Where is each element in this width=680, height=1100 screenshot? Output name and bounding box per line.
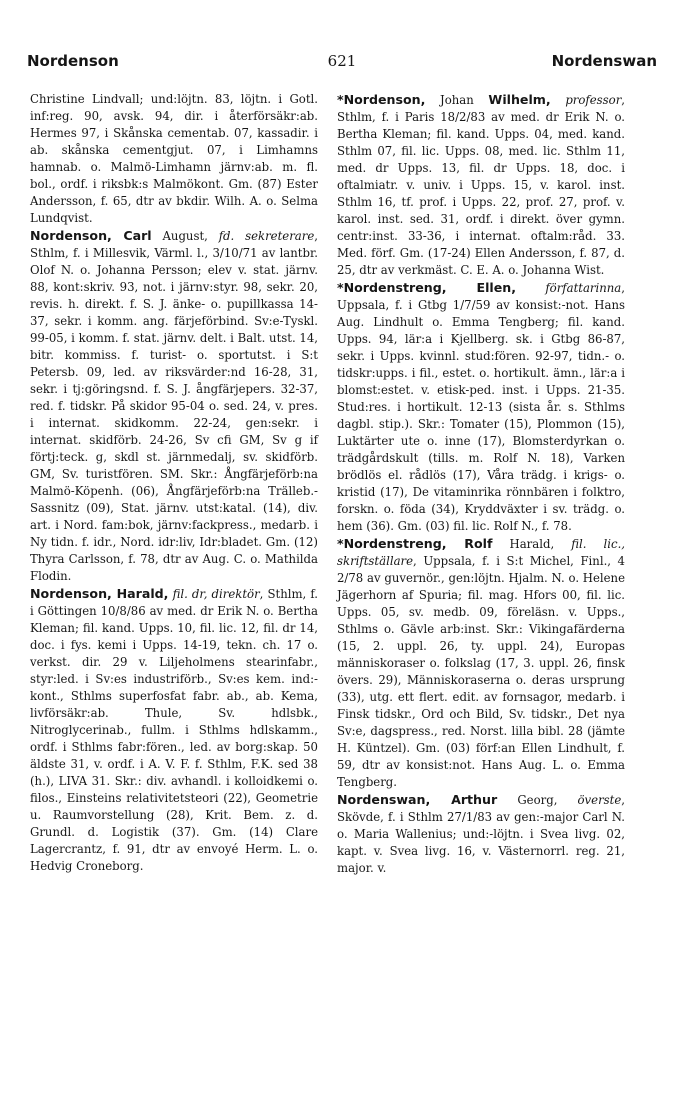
entry-text: , Uppsala, f. i Gtbg 1/7/59 av konsist:-not. Hans Aug. Lindhult o. Emma Tengberg; fil. kand. Upps. 94, lär:a i Kjellberg. sk. i Gtbg 86-87, sekr. i Upps. kvinnl. stud:fören. 92-97, tidn.- o. tidskr:upps. i fil., estet. o. hortikult. ämn., lär:a i blomst:estet. v. etisk-ped. inst. i Upps. 21-35. Stud:res. i hortikult. 12-13 (sista år. s. Sthlms dagbl. stip.). Skr.: Tomater (15), Plommon (15), Luktärter ute o. inne (17), Blomsterdyrkan o. trädgårdskult (tills. m. Rolf N. 18), Varken brödlös el. rådlös (17), Våra trädg. i krigs- o. kristid (17), De vitaminrika rönnbären i folktro, forskn. o. föda (34), Kryddväxter i sv. trädg. o. hem (36). Gm. (03) fil. lic. Rolf N., f. 78. xyxy=(337,281,625,533)
entry-name: Nordenson, Carl xyxy=(30,228,152,243)
entry-title: författarinna xyxy=(545,281,622,295)
entry-nordenson-carl xyxy=(30,227,318,585)
entry-name-called: Wilhelm, xyxy=(488,92,551,107)
entry-name: *Nordenstreng, Rolf xyxy=(337,536,493,551)
entry-text: , Sthlm, f. i Millesvik, Värml. l., 3/10/71 av lantbr. Olof N. o. Johanna Persson; elev v. stat. järnv. 88, kont:skriv. 93, not. i järnv:styr. 98, sekr. 20, revis. h. direkt. f. S. J. änke- o. pupillkassa 14-37, sekr. i komm. ang. färjeförbind. Sv:e-Tyskl. 99-05, i komm. f. stat. järnv. delt. i Balt. utst. 14, bitr. kommiss. f. turist- o. sportutst. i S:t Petersb. 09, led. av riksvärder:nd 16-28, 31, sekr. i tj:göringsnd. f. S. J. ångfärjepers. 32-37, red. f. tidskr. På skidor 95-04 o. sed. 24, v. pres. i internat. skidkomm. 22-24, gen:sekr. i internat. skidförb. 24-26, Sv cfi GM, Sv g if förtj:teck. g, skdl st. järnmedalj, sv. skidförb. GM, Sv. turistfören. SM. Skr.: Ångfärjeförb:na Malmö-Köpenh. (06), Ångfärjeförb:na Trälleb.-Sassnitz (09), Stat. järnv. utst:katal. (14), div. art. i Nord. fam:bok, järnv:fackpress., medarb. i Ny tidn. f. idr., Nord. idr:liv, Idr:bladet. Gm. (12) Thyra Carlsson, f. 78, dtr av Aug. C. o. Mathilda Flodin. xyxy=(30,229,318,583)
entry-text: , Sthlm, f. i Göttingen 10/8/86 av med. dr Erik N. o. Bertha Kleman; fil. kand. Upps. 10, fil. lic. 12, fil. dr 14, doc. i fys. kemi i Upps. 14-19, tekn. ch. 17 o. verkst. dir. 29 v. Liljeholmens stearinfabr., styr:led. i Sv:es industriförb., Sv:es kem. ind:-kont., Sthlms superfosfat fabr. ab., ab. Kema, livförsäkr:ab. Thule, Sv. hdlsbk., Nitroglycerinab., fullm. i Sthlms hdlskamm., ordf. i Sthlms fabr:fören., led. av borg:skap. 50 äldste 31, v. ordf. i A. V. F. f. Sthlm, F.K. sed 38 (h.), LIVA 31. Skr.: div. avhandl. i kolloidkemi o. filos., Einsteins relativitetsteori (22), Geometrie u. Raumvorstellung (28), Krit. Bem. z. d. Grundl. d. Logistik (37). Gm. (14) Clare Lagercrantz, f. 91, dtr av envoyé Herm. L. o. Hedvig Croneborg. xyxy=(30,587,318,873)
entry-title: överste xyxy=(577,793,622,807)
entry-given-names: Georg, xyxy=(497,793,578,807)
entry-name: Nordenson, Harald, xyxy=(30,586,169,601)
left-column xyxy=(30,91,318,875)
entry-name: *Nordenstreng, Ellen, xyxy=(337,280,517,295)
page-number: 621 xyxy=(327,52,357,70)
entry-text: , Sthlm, f. i Paris 18/2/83 av med. dr Erik N. o. Bertha Kleman; fil. kand. Upps. 04, med. kand. Sthlm 07, fil. lic. Upps. 08, med. lic. Sthlm 11, med. dr Upps. 13, fil. dr Upps. 18, doc. i oftalmiatr. v. univ. i Upps. 15, v. karol. inst. Sthlm 16, tf. prof. i Upps. 22, prof. 27, prof. v. karol. inst. sed. 31, ordf. i direkt. över gymn. centr:inst. 33-36, i internat. oftalm:råd. 33. Med. förf. Gm. (17-24) Ellen Andersson, f. 87, d. 25, dtr av verkmäst. C. E. A. o. Johanna Wist. xyxy=(337,93,625,277)
entry-title: fil. lic., skriftställare xyxy=(337,537,626,568)
entry-nordenswan-arthur xyxy=(337,791,625,877)
page-header xyxy=(27,52,657,78)
entry-nordenson-harald xyxy=(30,585,318,875)
entry-text: Christine Lindvall; und:löjtn. 83, löjtn. i Gotl. inf:reg. 90, avsk. 94, dir. i återförsäkr:ab. Hermes 97, i Skånska cementab. 07, kassadir. i ab. skånska cementgjut. 07, i Limhamns hamnab. o. Malmö-Limhamn järnv:ab. m. fl. bol., ordf. i riksbk:s Malmökont. Gm. (87) Ester Andersson, f. 65, dtr av bkdir. Wilh. A. o. Selma Lundqvist. xyxy=(30,92,318,225)
entry-title: professor xyxy=(565,93,622,107)
entry-given-names: Johan xyxy=(425,93,489,107)
entry-text: , Skövde, f. i Sthlm 27/1/83 av gen:-major Carl N. o. Maria Wallenius; und:-löjtn. i Svea livg. 02, kapt. v. Svea livg. 16, v. Västernorrl. reg. 21, major. v. xyxy=(337,793,625,875)
entry-given-names: Harald, xyxy=(492,537,572,551)
right-column xyxy=(337,91,625,877)
entry-continuation xyxy=(30,91,318,227)
entry-nordenstreng-ellen xyxy=(337,279,625,535)
entry-nordenstreng-rolf xyxy=(337,535,625,791)
entry-spacer xyxy=(551,93,566,107)
entry-title: fd. sekreterare xyxy=(218,229,315,243)
entry-spacer xyxy=(516,281,545,295)
header-left-guideword: Nordenson xyxy=(27,52,119,70)
entry-name: *Nordenson, xyxy=(337,92,426,107)
entry-name: Nordenswan, Arthur xyxy=(337,792,498,807)
entry-nordenson-wilhelm xyxy=(337,91,625,279)
header-right-guideword: Nordenswan xyxy=(551,52,657,70)
entry-title: fil. dr, direktör xyxy=(172,587,260,601)
entry-text: , Uppsala, f. i S:t Michel, Finl., 4 2/78 av guvernör., gen:löjtn. Hjalm. N. o. Helene Jägerhorn af Spuria; fil. mag. Hfors 00, fil. lic. Upps. 05, sv. medb. 09, föreläsn. v. Upps., Sthlms o. Gävle arb:inst. Skr.: Vikingafärderna (15, 2. uppl. 26, ty. uppl. 24), Europas människoraser o. folkslag (17, 3. uppl. 26, finsk övers. 29), Människoraserna o. deras ursprung (33), utg. ett flert. edit. av fornsagor, medarb. i Finsk tidskr., Ord och Bild, Sv. tidskr., Det nya Sv:e, dagspress., red. Norst. lilla bibl. 28 (jämte H. Küntzel). Gm. (03) förf:an Ellen Lindhult, f. 59, dtr av konsist:not. Hans Aug. L. o. Emma Tengberg. xyxy=(337,554,625,789)
entry-given-names: August, xyxy=(151,229,219,243)
